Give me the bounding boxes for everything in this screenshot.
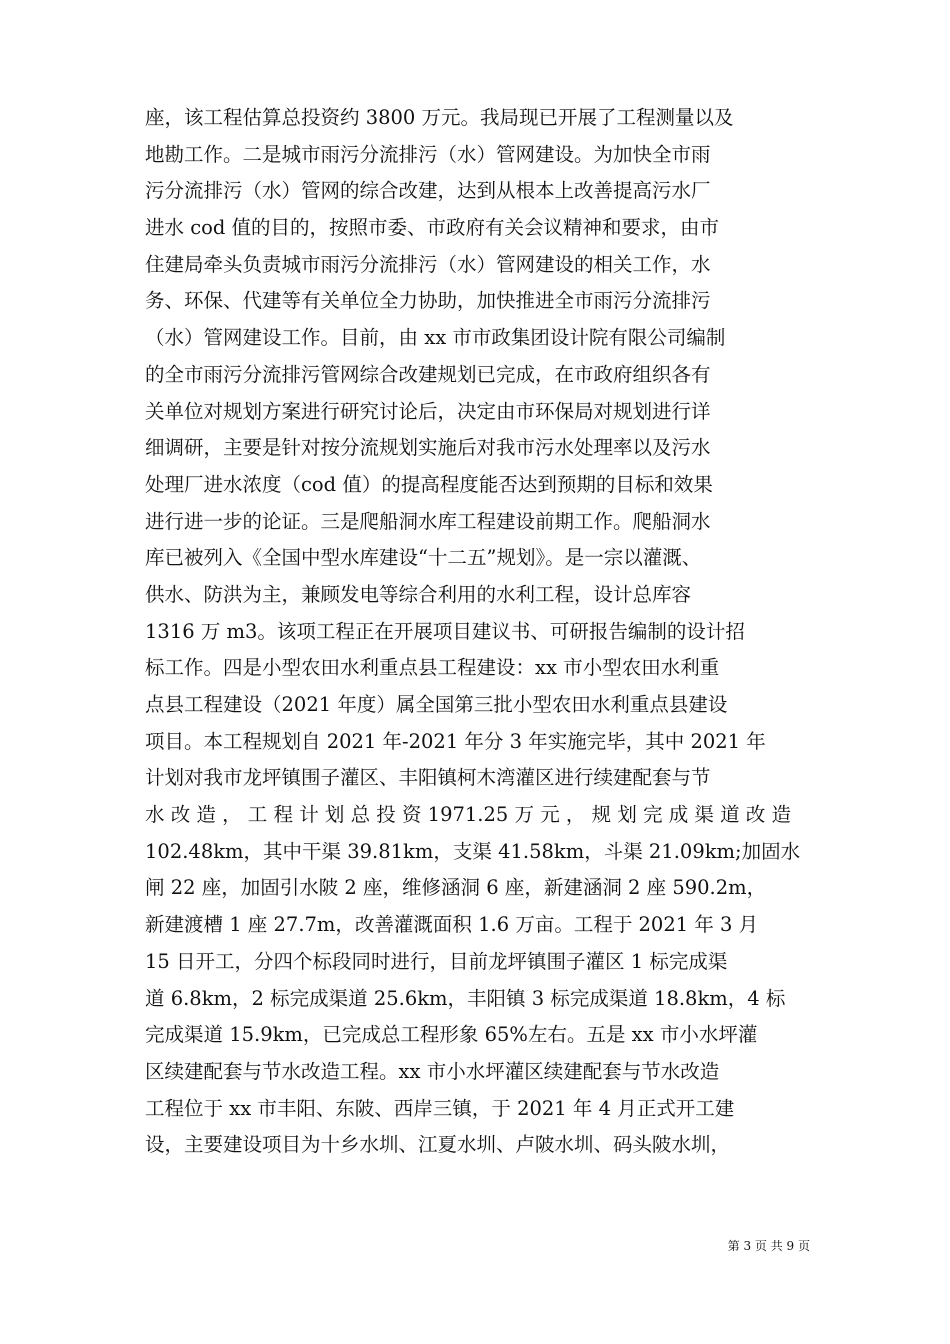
text-line: 15 日开工，分四个标段同时进行，目前龙坪镇围子灌区 1 标完成渠	[145, 949, 728, 973]
text-line: 库已被列入《全国中型水库建设“十二五”规划》。是一宗以灌溉、	[145, 546, 702, 570]
text-line: 关单位对规划方案进行研究讨论后，决定由市环保局对规划进行详	[145, 399, 711, 423]
text-line: 进水 cod 值的目的，按照市委、市政府有关会议精神和要求，由市	[145, 216, 720, 240]
text-line: 细调研，主要是针对按分流规划实施后对我市污水处理率以及污水	[145, 436, 711, 460]
text-line: 处理厂进水浓度（cod 值）的提高程度能否达到预期的目标和效果	[145, 472, 713, 496]
text-line: 计划对我市龙坪镇围子灌区、丰阳镇柯木湾灌区进行续建配套与节	[145, 766, 711, 790]
text-line: 工程位于 xx 市丰阳、东陂、西岸三镇，于 2021 年 4 月正式开工建	[145, 1096, 735, 1120]
text-line: 水 改 造 ， 工 程 计 划 总 投 资 1971.25 万 元 ， 规 划 完 成 渠 道 改 造	[145, 803, 792, 827]
text-line: 座，该工程估算总投资约 3800 万元。我局现已开展了工程测量以及	[145, 106, 734, 129]
text-line: 的全市雨污分流排污管网综合改建规划已完成，在市政府组织各有	[145, 362, 711, 386]
text-line: 务、环保、代建等有关单位全力协助，加快推进全市雨污分流排污	[145, 289, 711, 313]
page-number-footer: 第 3 页 共 9 页	[727, 1239, 810, 1253]
text-line: 标工作。四是小型农田水利重点县工程建设：xx 市小型农田水利重	[145, 656, 720, 680]
text-line: 新建渡槽 1 座 27.7m，改善灌溉面积 1.6 万亩。工程于 2021 年 3 月	[145, 913, 759, 937]
text-line: 点县工程建设（2021 年度）属全国第三批小型农田水利重点县建设	[145, 693, 728, 716]
text-line: 地勘工作。二是城市雨污分流排污（水）管网建设。为加快全市雨	[145, 142, 711, 166]
text-line: 供水、防洪为主，兼顾发电等综合利用的水利工程，设计总库容	[145, 582, 692, 606]
text-line: 设，主要建设项目为十乡水圳、江夏水圳、卢陂水圳、码头陂水圳，	[145, 1133, 731, 1157]
text-line: 闸 22 座，加固引水陂 2 座，维修涵洞 6 座，新建涵洞 2 座 590.2m，	[145, 876, 767, 900]
text-line: 1316 万 m3。该项工程正在开展项目建议书、可研报告编制的设计招	[145, 619, 745, 643]
text-line: 住建局牵头负责城市雨污分流排污（水）管网建设的相关工作，水	[145, 252, 711, 276]
text-line: 区续建配套与节水改造工程。xx 市小水坪灌区续建配套与节水改造	[145, 1059, 720, 1083]
text-line: 完成渠道 15.9km，已完成总工程形象 65%左右。五是 xx 市小水坪灌	[145, 1023, 758, 1047]
text-line: 102.48km，其中干渠 39.81km，支渠 41.58km，斗渠 21.09km;加固水	[145, 839, 801, 863]
body-text	[145, 100, 810, 1164]
text-line: 项目。本工程规划自 2021 年-2021 年分 3 年实施完毕，其中 2021 年	[145, 729, 766, 753]
text-line: （水）管网建设工作。目前，由 xx 市市政集团设计院有限公司编制	[145, 326, 726, 350]
text-line: 污分流排污（水）管网的综合改建，达到从根本上改善提高污水厂	[145, 179, 711, 203]
text-line: 进行进一步的论证。三是爬船洞水库工程建设前期工作。爬船洞水	[145, 509, 711, 533]
text-line: 道 6.8km，2 标完成渠道 25.6km，丰阳镇 3 标完成渠道 18.8km，4 标	[145, 986, 786, 1010]
